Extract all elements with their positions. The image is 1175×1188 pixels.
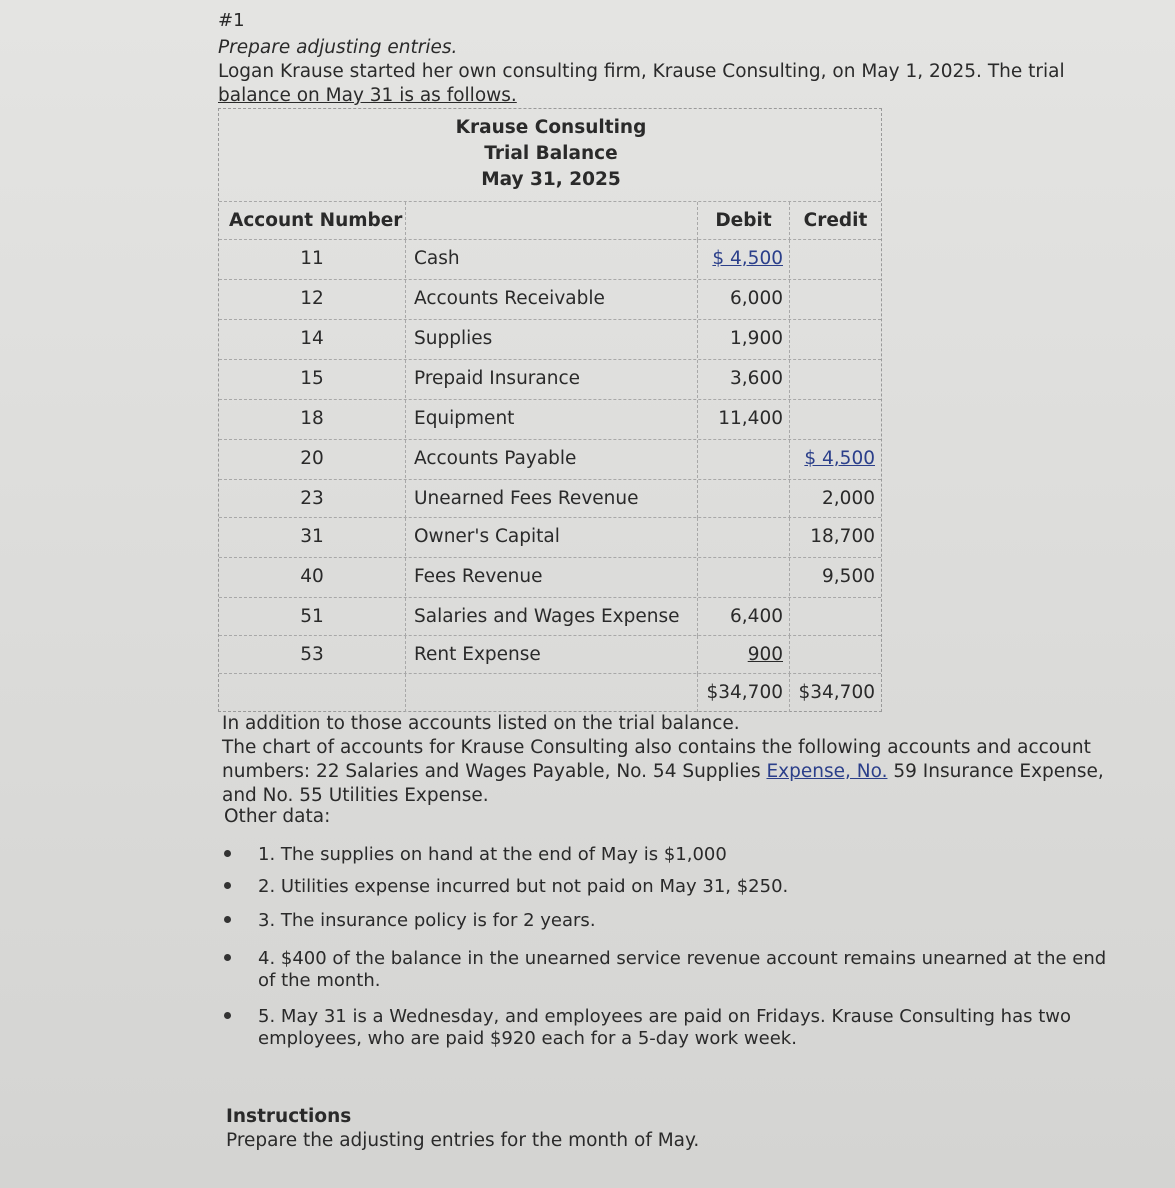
header-account-number: Account Number bbox=[229, 210, 403, 231]
account-number: 20 bbox=[300, 448, 324, 469]
account-name: Fees Revenue bbox=[405, 558, 697, 596]
other-data-label: Other data: bbox=[224, 806, 331, 827]
credit-amount: $ 4,500 bbox=[804, 448, 875, 469]
credit-amount bbox=[789, 598, 881, 636]
account-number: 31 bbox=[300, 526, 324, 547]
table-row bbox=[219, 319, 881, 357]
totals-label bbox=[405, 674, 697, 712]
account-name: Cash bbox=[405, 240, 697, 278]
intro-line-2: balance on May 31 is as follows. bbox=[218, 85, 517, 106]
statement-name: Trial Balance bbox=[484, 143, 618, 164]
account-number: 40 bbox=[300, 566, 324, 587]
account-number: 15 bbox=[300, 368, 324, 389]
additional-accounts-text bbox=[222, 712, 1122, 808]
table-row bbox=[219, 479, 881, 517]
table-row bbox=[219, 359, 881, 397]
header-credit: Credit bbox=[789, 202, 881, 240]
debit-amount bbox=[697, 440, 789, 478]
account-name: Rent Expense bbox=[405, 636, 697, 674]
debit-amount bbox=[697, 518, 789, 556]
debit-amount: 900 bbox=[747, 644, 783, 665]
account-name: Accounts Receivable bbox=[405, 280, 697, 318]
account-name: Salaries and Wages Expense bbox=[405, 598, 697, 636]
trial-balance-table bbox=[218, 108, 882, 712]
bullet-icon bbox=[224, 882, 231, 889]
total-credit: $34,700 bbox=[789, 674, 881, 712]
table-row bbox=[219, 279, 881, 317]
trial-balance-title bbox=[219, 115, 883, 193]
problem-number: #1 bbox=[218, 10, 245, 31]
credit-amount: 2,000 bbox=[789, 480, 881, 518]
after-line-1: In addition to those accounts listed on the trial balance. bbox=[222, 713, 740, 734]
after-line-2: The chart of accounts for Krause Consulting also contains the following accounts and account bbox=[222, 737, 1091, 758]
account-number: 14 bbox=[300, 328, 324, 349]
debit-amount: 11,400 bbox=[697, 400, 789, 438]
account-name: Prepaid Insurance bbox=[405, 360, 697, 398]
statement-date: May 31, 2025 bbox=[481, 169, 621, 190]
account-name: Owner's Capital bbox=[405, 518, 697, 556]
total-debit: $34,700 bbox=[697, 674, 789, 712]
debit-amount bbox=[697, 558, 789, 596]
account-number: 23 bbox=[300, 488, 324, 509]
after-line-4: and No. 55 Utilities Expense. bbox=[222, 785, 489, 806]
credit-amount bbox=[789, 320, 881, 358]
table-row bbox=[219, 239, 881, 277]
table-row bbox=[219, 557, 881, 595]
header-account-name bbox=[405, 202, 697, 240]
credit-amount: 9,500 bbox=[789, 558, 881, 596]
company-name: Krause Consulting bbox=[455, 117, 647, 138]
header-debit: Debit bbox=[697, 202, 789, 240]
intro-line-1: Logan Krause started her own consulting firm, Krause Consulting, on May 1, 2025. The trial bbox=[218, 61, 1065, 82]
task-line: Prepare adjusting entries. bbox=[218, 37, 458, 58]
totals-row bbox=[219, 673, 881, 711]
instructions-title: Instructions bbox=[226, 1106, 352, 1127]
after-line-3: numbers: 22 Salaries and Wages Payable, No. 54 Supplies Expense, No. 59 Insurance Expense, bbox=[222, 761, 1104, 782]
account-name: Supplies bbox=[405, 320, 697, 358]
account-name: Unearned Fees Revenue bbox=[405, 480, 697, 518]
credit-amount: 18,700 bbox=[789, 518, 881, 556]
credit-amount bbox=[789, 240, 881, 278]
credit-amount bbox=[789, 400, 881, 438]
table-row bbox=[219, 597, 881, 635]
table-row bbox=[219, 517, 881, 555]
table-header-row bbox=[219, 201, 881, 239]
credit-amount bbox=[789, 360, 881, 398]
intro-text bbox=[218, 36, 1118, 108]
account-number: 12 bbox=[300, 288, 324, 309]
account-name: Accounts Payable bbox=[405, 440, 697, 478]
bullet-icon bbox=[224, 850, 231, 857]
debit-amount: $ 4,500 bbox=[712, 248, 783, 269]
bullet-icon bbox=[224, 954, 231, 961]
bullet-icon bbox=[224, 916, 231, 923]
debit-amount: 6,400 bbox=[697, 598, 789, 636]
debit-amount: 1,900 bbox=[697, 320, 789, 358]
debit-amount: 3,600 bbox=[697, 360, 789, 398]
debit-amount bbox=[697, 480, 789, 518]
account-number: 11 bbox=[300, 248, 324, 269]
debit-amount: 6,000 bbox=[697, 280, 789, 318]
document-page: #1 Prepare adjusting entries. Logan Krause started her own consulting firm, Krause Consulting, on May 1, 2025. The trial balance on May 31 is as follows. Krause Consulting Trial Balance May 31, 2025 Account Number Debit Credit 11 Cash $ 4,500 12 Accounts Receivable 6,000 14 Supplies 1,900 15 Prepaid Insurance 3,600 18 Equipment 11,400 20 Accounts Payable $ 4,500 23 Unearned Fees Revenue 2,000 31 Owner's Capital 18,700 40 Fees Revenue 9,500 51 Salaries and Wages Expense 6,400 53 Rent Expense 900 $34,700 $34,700 In addition to those accounts listed on the trial balance. The chart of accounts for Krause Consulting also contains the following accounts and account numbers: 22 Salaries and Wages Payable, No. 54 Supplies Expense, No. 59 Insurance Expense, and No. 55 Utilities Expense. Other data: 1. The supplies on hand at the end of May is $1,000 2. Utilities expense incurred but not paid on May 31, $250. 3. The insurance policy is for 2 years. 4. $400 of the balance in the unearned service revenue account remains unearned at the end of the month. 5. May 31 is a Wednesday, and employees are paid on Fridays. Krause Consulting has two employees, who are paid $920 each for a 5-day work week. Instructions Prepare the adjusting entries for the month of May. bbox=[0, 0, 1175, 1188]
credit-amount bbox=[789, 280, 881, 318]
account-number: 53 bbox=[300, 644, 324, 665]
account-number: 18 bbox=[300, 408, 324, 429]
totals-blank bbox=[219, 674, 405, 712]
credit-amount bbox=[789, 636, 881, 674]
table-row bbox=[219, 439, 881, 477]
account-number: 51 bbox=[300, 606, 324, 627]
instructions-text: Prepare the adjusting entries for the month of May. bbox=[226, 1130, 700, 1151]
table-row bbox=[219, 635, 881, 673]
bullet-icon bbox=[224, 1012, 231, 1019]
table-row bbox=[219, 399, 881, 437]
account-name: Equipment bbox=[405, 400, 697, 438]
